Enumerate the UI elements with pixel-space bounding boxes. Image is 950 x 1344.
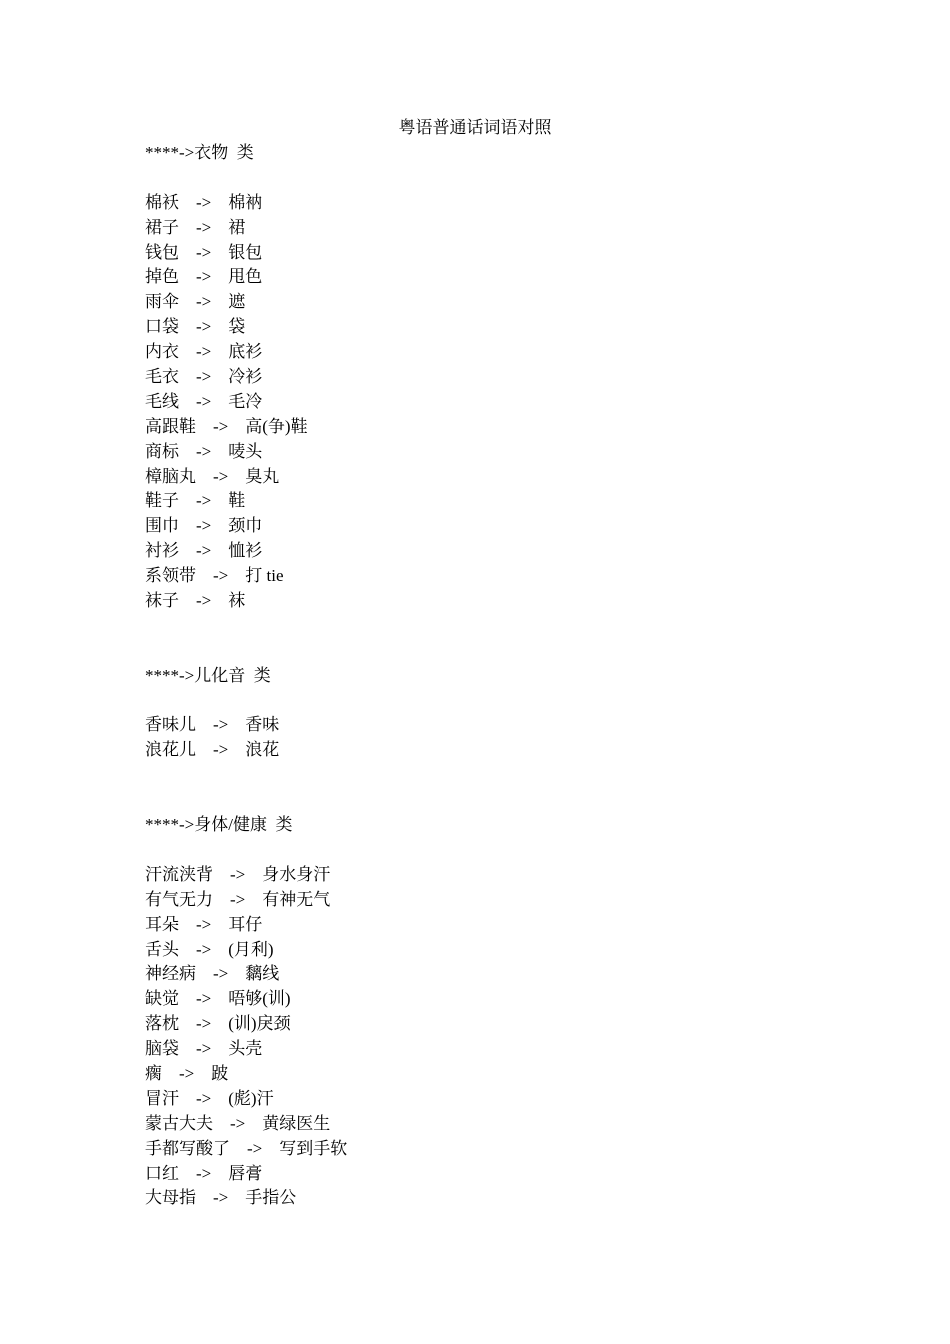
spacer [145,788,845,813]
list-item: 雨伞 -> 遮 [145,292,246,312]
list-item: 香味儿 -> 香味 [145,715,280,735]
section-list-erhua [145,713,845,763]
list-item: 口红 -> 唇膏 [145,1163,263,1183]
spacer [145,166,845,191]
list-item: 口袋 -> 袋 [145,317,246,337]
list-item: 内衣 -> 底衫 [145,342,263,362]
list-item: 裙子 -> 裙 [145,217,246,237]
list-item: 围巾 -> 颈巾 [145,516,263,536]
list-item: 袜子 -> 袜 [145,591,246,611]
list-item: 落枕 -> (训)戾颈 [145,1014,291,1034]
spacer [145,614,845,639]
document-body [145,141,845,1211]
list-item: 樟脑丸 -> 臭丸 [145,466,280,486]
list-item: 鞋子 -> 鞋 [145,491,246,511]
list-item: 系领带 -> 打 tie [145,566,284,586]
list-item: 耳朵 -> 耳仔 [145,914,263,934]
list-item: 高跟鞋 -> 高(争)鞋 [145,416,308,436]
section-list-clothing [145,191,845,614]
section-heading-health: ****->身体/健康 类 [145,815,293,835]
spacer [145,838,845,863]
list-item: 掉色 -> 甩色 [145,267,263,287]
list-item: 毛线 -> 毛冷 [145,391,263,411]
list-item: 汗流浃背 -> 身水身汗 [145,864,331,884]
list-item: 衬衫 -> 恤衫 [145,541,263,561]
list-item: 舌头 -> (月利) [145,939,274,959]
list-item: 大母指 -> 手指公 [145,1188,297,1208]
list-item: 棉袄 -> 棉衲 [145,192,263,212]
section-heading-clothing: ****->衣物 类 [145,143,254,162]
list-item: 毛衣 -> 冷衫 [145,367,263,387]
list-item: 浪花儿 -> 浪花 [145,740,280,760]
list-item: 冒汗 -> (彪)汗 [145,1088,274,1108]
spacer [145,639,845,664]
spacer [145,689,845,714]
list-item: 有气无力 -> 有神无气 [145,889,331,909]
list-item: 缺觉 -> 唔够(训) [145,989,291,1009]
list-item: 脑袋 -> 头壳 [145,1039,263,1059]
list-item: 瘸 -> 跛 [145,1063,229,1083]
section-heading-erhua: ****->儿化音 类 [145,665,271,685]
list-item: 手都写酸了 -> 写到手软 [145,1138,348,1158]
spacer [145,763,845,788]
section-list-health [145,863,845,1211]
list-item: 商标 -> 唛头 [145,441,263,461]
list-item: 蒙古大夫 -> 黄绿医生 [145,1113,331,1133]
list-item: 钱包 -> 银包 [145,242,263,262]
list-item: 神经病 -> 黐线 [145,964,280,984]
document-title: 粤语普通话词语对照 [398,118,552,137]
